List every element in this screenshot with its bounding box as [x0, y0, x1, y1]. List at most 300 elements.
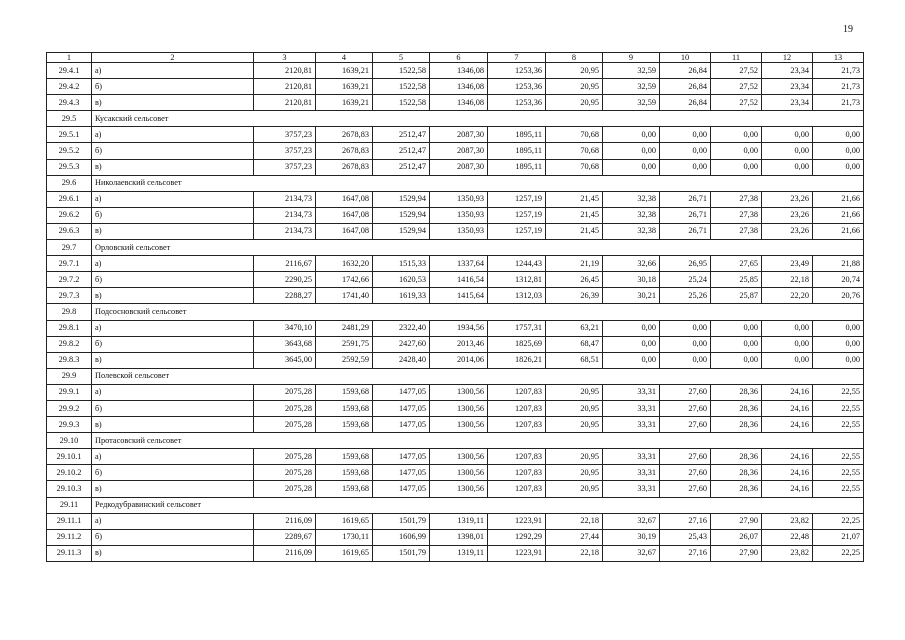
section-code: 29.11	[47, 497, 92, 513]
row-code: 29.10.1	[47, 449, 92, 465]
value-cell: 23,26	[762, 223, 813, 239]
value-cell: 33,31	[603, 384, 660, 400]
table-row	[47, 352, 864, 368]
value-cell: 27,52	[711, 79, 762, 95]
value-cell: 3470,10	[254, 320, 316, 336]
table-body	[47, 63, 864, 562]
column-header: 5	[373, 53, 430, 63]
value-cell: 2075,28	[254, 417, 316, 433]
value-cell: 33,31	[603, 400, 660, 416]
value-cell: 1207,83	[488, 400, 546, 416]
value-cell: 23,34	[762, 79, 813, 95]
value-cell: 3757,23	[254, 127, 316, 143]
section-title: Полевской сельсовет	[92, 368, 864, 384]
value-cell: 26,45	[546, 272, 603, 288]
value-cell: 2427,60	[373, 336, 430, 352]
value-cell: 2512,47	[373, 143, 430, 159]
value-cell: 1593,68	[316, 384, 373, 400]
value-cell: 2134,73	[254, 191, 316, 207]
value-cell: 1477,05	[373, 449, 430, 465]
value-cell: 20,95	[546, 95, 603, 111]
value-cell: 27,52	[711, 95, 762, 111]
value-cell: 1253,36	[488, 79, 546, 95]
value-cell: 0,00	[660, 127, 711, 143]
value-cell: 22,25	[813, 513, 864, 529]
row-variant: б)	[92, 207, 254, 223]
row-variant: а)	[92, 127, 254, 143]
value-cell: 2512,47	[373, 159, 430, 175]
value-cell: 2481,29	[316, 320, 373, 336]
value-cell: 3643,68	[254, 336, 316, 352]
value-cell: 1522,58	[373, 79, 430, 95]
value-cell: 22,55	[813, 400, 864, 416]
row-code: 29.4.3	[47, 95, 92, 111]
table-row	[47, 63, 864, 79]
value-cell: 2116,09	[254, 545, 316, 561]
value-cell: 1346,08	[430, 79, 488, 95]
value-cell: 27,60	[660, 384, 711, 400]
row-code: 29.11.2	[47, 529, 92, 545]
section-title: Николаевский сельсовет	[92, 175, 864, 191]
value-cell: 0,00	[762, 159, 813, 175]
value-cell: 27,60	[660, 400, 711, 416]
value-cell: 1619,33	[373, 288, 430, 304]
value-cell: 33,31	[603, 481, 660, 497]
table-row	[47, 288, 864, 304]
row-variant: а)	[92, 513, 254, 529]
tariff-table	[46, 52, 864, 562]
row-code: 29.4.2	[47, 79, 92, 95]
value-cell: 0,00	[711, 336, 762, 352]
value-cell: 1895,11	[488, 159, 546, 175]
column-header: 12	[762, 53, 813, 63]
value-cell: 68,51	[546, 352, 603, 368]
section-row	[47, 433, 864, 449]
value-cell: 0,00	[813, 352, 864, 368]
value-cell: 21,66	[813, 191, 864, 207]
value-cell: 1639,21	[316, 95, 373, 111]
value-cell: 1639,21	[316, 63, 373, 79]
header-row	[47, 53, 864, 63]
value-cell: 0,00	[660, 352, 711, 368]
column-header: 4	[316, 53, 373, 63]
value-cell: 0,00	[762, 336, 813, 352]
value-cell: 0,00	[813, 336, 864, 352]
column-header: 1	[47, 53, 92, 63]
value-cell: 32,67	[603, 513, 660, 529]
value-cell: 28,36	[711, 417, 762, 433]
value-cell: 2322,40	[373, 320, 430, 336]
value-cell: 30,21	[603, 288, 660, 304]
row-code: 29.8.2	[47, 336, 92, 352]
value-cell: 2289,67	[254, 529, 316, 545]
value-cell: 26,84	[660, 95, 711, 111]
value-cell: 22,25	[813, 545, 864, 561]
value-cell: 26,39	[546, 288, 603, 304]
value-cell: 23,26	[762, 191, 813, 207]
value-cell: 21,66	[813, 223, 864, 239]
section-title: Редкодубравинский сельсовет	[92, 497, 864, 513]
value-cell: 1312,03	[488, 288, 546, 304]
value-cell: 70,68	[546, 159, 603, 175]
row-code: 29.5.3	[47, 159, 92, 175]
value-cell: 2134,73	[254, 223, 316, 239]
value-cell: 24,16	[762, 465, 813, 481]
value-cell: 20,95	[546, 481, 603, 497]
value-cell: 2678,83	[316, 159, 373, 175]
table-row	[47, 513, 864, 529]
table-row	[47, 481, 864, 497]
table-row	[47, 529, 864, 545]
value-cell: 2134,73	[254, 207, 316, 223]
row-code: 29.6.3	[47, 223, 92, 239]
row-code: 29.7.3	[47, 288, 92, 304]
value-cell: 22,48	[762, 529, 813, 545]
value-cell: 1257,19	[488, 191, 546, 207]
row-variant: б)	[92, 79, 254, 95]
row-variant: б)	[92, 272, 254, 288]
value-cell: 23,82	[762, 513, 813, 529]
value-cell: 1292,29	[488, 529, 546, 545]
value-cell: 1207,83	[488, 384, 546, 400]
value-cell: 20,95	[546, 63, 603, 79]
value-cell: 26,84	[660, 63, 711, 79]
value-cell: 28,36	[711, 481, 762, 497]
value-cell: 2116,09	[254, 513, 316, 529]
value-cell: 26,07	[711, 529, 762, 545]
value-cell: 20,95	[546, 465, 603, 481]
value-cell: 27,16	[660, 513, 711, 529]
value-cell: 1207,83	[488, 481, 546, 497]
value-cell: 1593,68	[316, 481, 373, 497]
row-code: 29.5.2	[47, 143, 92, 159]
value-cell: 33,31	[603, 465, 660, 481]
row-variant: а)	[92, 449, 254, 465]
column-header: 13	[813, 53, 864, 63]
value-cell: 1522,58	[373, 95, 430, 111]
value-cell: 0,00	[603, 320, 660, 336]
row-variant: в)	[92, 545, 254, 561]
value-cell: 1501,79	[373, 513, 430, 529]
section-code: 29.9	[47, 368, 92, 384]
value-cell: 1895,11	[488, 127, 546, 143]
row-code: 29.11.1	[47, 513, 92, 529]
value-cell: 32,38	[603, 223, 660, 239]
value-cell: 2075,28	[254, 465, 316, 481]
table-row	[47, 159, 864, 175]
value-cell: 2591,75	[316, 336, 373, 352]
section-title: Протасовский сельсовет	[92, 433, 864, 449]
value-cell: 1477,05	[373, 481, 430, 497]
section-row	[47, 175, 864, 191]
table-row	[47, 449, 864, 465]
row-variant: а)	[92, 320, 254, 336]
value-cell: 27,90	[711, 513, 762, 529]
value-cell: 23,82	[762, 545, 813, 561]
column-header: 9	[603, 53, 660, 63]
table-row	[47, 384, 864, 400]
value-cell: 1398,01	[430, 529, 488, 545]
value-cell: 32,59	[603, 95, 660, 111]
value-cell: 1477,05	[373, 465, 430, 481]
value-cell: 70,68	[546, 143, 603, 159]
value-cell: 1223,91	[488, 513, 546, 529]
value-cell: 1639,21	[316, 79, 373, 95]
value-cell: 22,18	[546, 545, 603, 561]
section-code: 29.10	[47, 433, 92, 449]
value-cell: 1730,11	[316, 529, 373, 545]
table-row	[47, 127, 864, 143]
value-cell: 22,20	[762, 288, 813, 304]
row-code: 29.9.3	[47, 417, 92, 433]
value-cell: 2120,81	[254, 79, 316, 95]
value-cell: 1319,11	[430, 513, 488, 529]
value-cell: 20,95	[546, 400, 603, 416]
value-cell: 1522,58	[373, 63, 430, 79]
value-cell: 1529,94	[373, 207, 430, 223]
value-cell: 0,00	[660, 336, 711, 352]
value-cell: 27,60	[660, 417, 711, 433]
value-cell: 32,59	[603, 63, 660, 79]
value-cell: 1515,33	[373, 256, 430, 272]
value-cell: 27,60	[660, 465, 711, 481]
value-cell: 21,73	[813, 95, 864, 111]
value-cell: 1757,31	[488, 320, 546, 336]
value-cell: 0,00	[603, 352, 660, 368]
value-cell: 0,00	[762, 320, 813, 336]
value-cell: 28,36	[711, 449, 762, 465]
value-cell: 1416,54	[430, 272, 488, 288]
value-cell: 2120,81	[254, 95, 316, 111]
row-variant: б)	[92, 336, 254, 352]
value-cell: 0,00	[813, 143, 864, 159]
value-cell: 27,90	[711, 545, 762, 561]
value-cell: 22,55	[813, 417, 864, 433]
value-cell: 22,55	[813, 465, 864, 481]
row-variant: б)	[92, 143, 254, 159]
section-title: Подсосновский сельсовет	[92, 304, 864, 320]
table-row	[47, 465, 864, 481]
value-cell: 1207,83	[488, 465, 546, 481]
row-variant: б)	[92, 400, 254, 416]
value-cell: 1253,36	[488, 95, 546, 111]
value-cell: 2512,47	[373, 127, 430, 143]
value-cell: 26,71	[660, 223, 711, 239]
row-variant: в)	[92, 417, 254, 433]
value-cell: 1477,05	[373, 400, 430, 416]
value-cell: 2014,06	[430, 352, 488, 368]
value-cell: 1501,79	[373, 545, 430, 561]
row-variant: а)	[92, 63, 254, 79]
section-code: 29.5	[47, 111, 92, 127]
table-row	[47, 417, 864, 433]
value-cell: 1312,81	[488, 272, 546, 288]
value-cell: 0,00	[813, 159, 864, 175]
section-row	[47, 304, 864, 320]
table-row	[47, 320, 864, 336]
value-cell: 1593,68	[316, 417, 373, 433]
section-code: 29.6	[47, 175, 92, 191]
value-cell: 27,38	[711, 207, 762, 223]
table-row	[47, 336, 864, 352]
value-cell: 1300,56	[430, 449, 488, 465]
value-cell: 1934,56	[430, 320, 488, 336]
value-cell: 1350,93	[430, 191, 488, 207]
table-row	[47, 143, 864, 159]
row-variant: а)	[92, 384, 254, 400]
value-cell: 2087,30	[430, 127, 488, 143]
value-cell: 32,38	[603, 207, 660, 223]
value-cell: 1593,68	[316, 400, 373, 416]
value-cell: 2013,46	[430, 336, 488, 352]
value-cell: 21,45	[546, 191, 603, 207]
value-cell: 24,16	[762, 481, 813, 497]
row-code: 29.10.3	[47, 481, 92, 497]
value-cell: 1350,93	[430, 207, 488, 223]
value-cell: 1895,11	[488, 143, 546, 159]
value-cell: 1415,64	[430, 288, 488, 304]
row-code: 29.6.2	[47, 207, 92, 223]
table-row	[47, 223, 864, 239]
value-cell: 1647,08	[316, 223, 373, 239]
value-cell: 27,65	[711, 256, 762, 272]
value-cell: 2678,83	[316, 127, 373, 143]
value-cell: 2075,28	[254, 481, 316, 497]
value-cell: 3757,23	[254, 143, 316, 159]
value-cell: 2428,40	[373, 352, 430, 368]
value-cell: 1207,83	[488, 417, 546, 433]
value-cell: 22,18	[546, 513, 603, 529]
value-cell: 2290,25	[254, 272, 316, 288]
value-cell: 0,00	[660, 320, 711, 336]
value-cell: 20,95	[546, 449, 603, 465]
value-cell: 1529,94	[373, 191, 430, 207]
value-cell: 21,45	[546, 223, 603, 239]
value-cell: 1207,83	[488, 449, 546, 465]
section-title: Кусакский сельсовет	[92, 111, 864, 127]
value-cell: 27,16	[660, 545, 711, 561]
value-cell: 1477,05	[373, 384, 430, 400]
value-cell: 21,88	[813, 256, 864, 272]
value-cell: 32,67	[603, 545, 660, 561]
row-code: 29.7.1	[47, 256, 92, 272]
section-title: Орловский сельсовет	[92, 240, 864, 256]
row-code: 29.7.2	[47, 272, 92, 288]
value-cell: 1253,36	[488, 63, 546, 79]
row-variant: в)	[92, 223, 254, 239]
section-row	[47, 240, 864, 256]
value-cell: 25,24	[660, 272, 711, 288]
value-cell: 1619,65	[316, 513, 373, 529]
value-cell: 24,16	[762, 449, 813, 465]
row-variant: а)	[92, 191, 254, 207]
value-cell: 1300,56	[430, 481, 488, 497]
value-cell: 22,55	[813, 481, 864, 497]
value-cell: 2592,59	[316, 352, 373, 368]
value-cell: 28,36	[711, 465, 762, 481]
value-cell: 2075,28	[254, 384, 316, 400]
table-row	[47, 79, 864, 95]
value-cell: 2116,67	[254, 256, 316, 272]
value-cell: 1337,64	[430, 256, 488, 272]
value-cell: 0,00	[762, 127, 813, 143]
value-cell: 20,95	[546, 79, 603, 95]
row-variant: в)	[92, 95, 254, 111]
value-cell: 0,00	[813, 127, 864, 143]
row-variant: в)	[92, 288, 254, 304]
value-cell: 23,34	[762, 95, 813, 111]
row-code: 29.4.1	[47, 63, 92, 79]
value-cell: 2678,83	[316, 143, 373, 159]
value-cell: 1825,69	[488, 336, 546, 352]
table-row	[47, 256, 864, 272]
value-cell: 1300,56	[430, 384, 488, 400]
value-cell: 21,07	[813, 529, 864, 545]
table-row	[47, 272, 864, 288]
row-code: 29.8.1	[47, 320, 92, 336]
value-cell: 0,00	[603, 336, 660, 352]
value-cell: 21,73	[813, 63, 864, 79]
row-code: 29.5.1	[47, 127, 92, 143]
value-cell: 1529,94	[373, 223, 430, 239]
column-header: 2	[92, 53, 254, 63]
value-cell: 2075,28	[254, 400, 316, 416]
value-cell: 23,34	[762, 63, 813, 79]
value-cell: 0,00	[603, 143, 660, 159]
row-code: 29.10.2	[47, 465, 92, 481]
value-cell: 27,52	[711, 63, 762, 79]
value-cell: 21,45	[546, 207, 603, 223]
value-cell: 27,60	[660, 481, 711, 497]
value-cell: 2075,28	[254, 449, 316, 465]
row-variant: б)	[92, 529, 254, 545]
value-cell: 27,60	[660, 449, 711, 465]
value-cell: 1632,20	[316, 256, 373, 272]
value-cell: 1647,08	[316, 207, 373, 223]
table-row	[47, 207, 864, 223]
value-cell: 23,49	[762, 256, 813, 272]
value-cell: 1346,08	[430, 63, 488, 79]
value-cell: 0,00	[711, 159, 762, 175]
row-code: 29.11.3	[47, 545, 92, 561]
table-row	[47, 400, 864, 416]
row-variant: в)	[92, 352, 254, 368]
value-cell: 1257,19	[488, 207, 546, 223]
value-cell: 32,59	[603, 79, 660, 95]
value-cell: 1741,40	[316, 288, 373, 304]
value-cell: 27,44	[546, 529, 603, 545]
value-cell: 0,00	[603, 159, 660, 175]
table-row	[47, 95, 864, 111]
value-cell: 2288,27	[254, 288, 316, 304]
value-cell: 1593,68	[316, 465, 373, 481]
value-cell: 0,00	[711, 127, 762, 143]
column-header: 7	[488, 53, 546, 63]
column-header: 3	[254, 53, 316, 63]
value-cell: 1350,93	[430, 223, 488, 239]
value-cell: 27,38	[711, 191, 762, 207]
value-cell: 1300,56	[430, 400, 488, 416]
value-cell: 2087,30	[430, 159, 488, 175]
value-cell: 20,95	[546, 384, 603, 400]
row-variant: б)	[92, 465, 254, 481]
page-number: 19	[843, 24, 853, 35]
value-cell: 32,38	[603, 191, 660, 207]
value-cell: 24,16	[762, 400, 813, 416]
value-cell: 1223,91	[488, 545, 546, 561]
row-code: 29.8.3	[47, 352, 92, 368]
value-cell: 1300,56	[430, 417, 488, 433]
